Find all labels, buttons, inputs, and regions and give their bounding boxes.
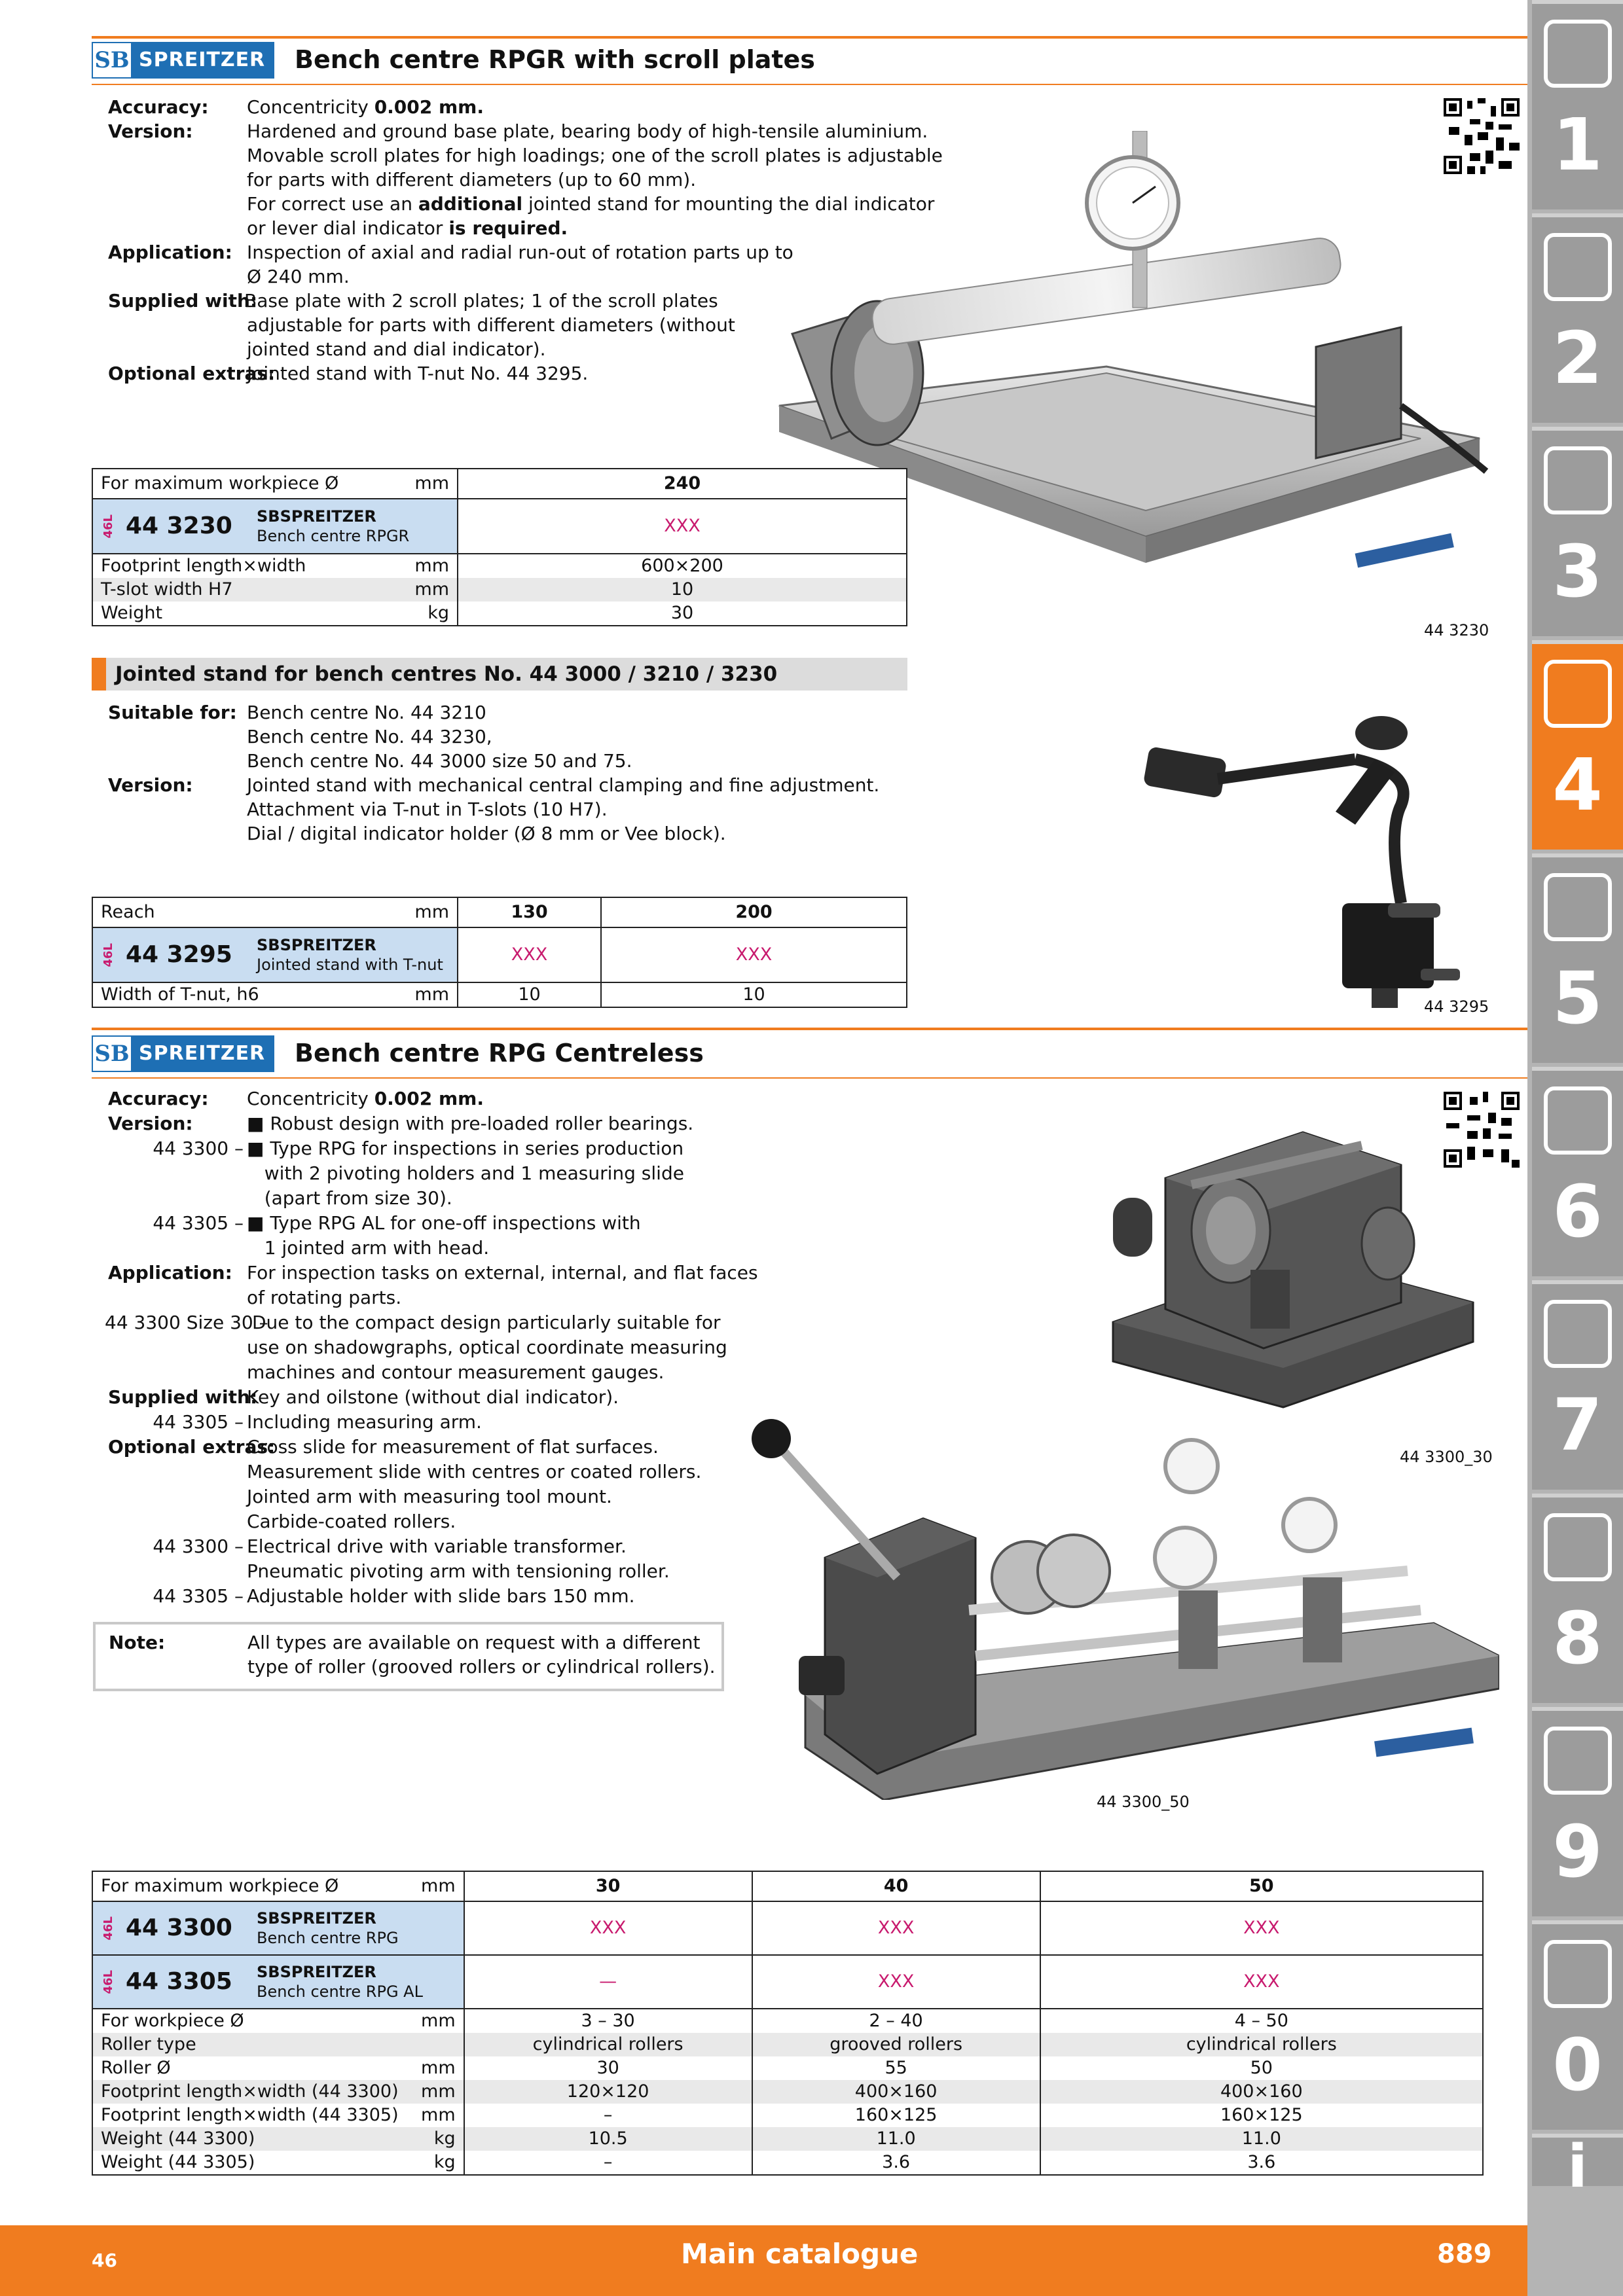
spec-label: Supplied with: bbox=[108, 1386, 258, 1408]
chapter-tab-9[interactable] bbox=[1532, 1707, 1623, 1916]
chapter-number: 9 bbox=[1552, 1810, 1603, 1893]
chapter-number: 2 bbox=[1552, 316, 1603, 400]
header-label: For maximum workpiece Ø bbox=[92, 469, 400, 499]
row-value: 160×125 bbox=[1040, 2104, 1483, 2127]
price-cell[interactable]: XXX bbox=[601, 927, 907, 982]
table-row bbox=[92, 982, 907, 1007]
row-label: Footprint length×width (44 3305) bbox=[92, 2104, 407, 2127]
spec-label: Accuracy: bbox=[108, 96, 209, 118]
spec-label: Version: bbox=[108, 1113, 193, 1134]
spec-value: Measurement slide with centres or coated rollers. bbox=[247, 1461, 702, 1482]
sb-monogram-icon: SB bbox=[93, 1037, 131, 1071]
spec-value: Dial / digital indicator holder (Ø 8 mm or Vee block). bbox=[247, 823, 726, 844]
table-44-3230 bbox=[92, 468, 907, 626]
row-value: 3.6 bbox=[752, 2151, 1040, 2175]
row-value: 4 – 50 bbox=[1040, 2009, 1483, 2033]
bold-text: additional bbox=[418, 193, 523, 215]
row-unit: mm bbox=[400, 578, 458, 601]
header-value: 30 bbox=[464, 1871, 752, 1901]
header-unit: mm bbox=[400, 469, 458, 499]
spec-value: For inspection tasks on external, internal, and flat faces bbox=[247, 1262, 758, 1283]
article-number: 44 3300 bbox=[126, 1914, 232, 1941]
spec-value: Jointed stand with mechanical central clamping and fine adjustment. bbox=[247, 774, 880, 796]
saw-blade-icon bbox=[1544, 873, 1612, 941]
spec-value: Key and oilstone (without dial indicator). bbox=[247, 1386, 619, 1408]
row-unit: kg bbox=[400, 601, 458, 626]
info-tab[interactable] bbox=[1532, 2132, 1623, 2201]
row-unit: mm bbox=[407, 2104, 464, 2127]
spec-value: Inspection of axial and radial run-out of rotation parts up to bbox=[247, 242, 793, 263]
row-value: grooved rollers bbox=[752, 2033, 1040, 2056]
table-row bbox=[92, 2009, 1483, 2033]
page-number-left: 46 bbox=[92, 2250, 117, 2271]
price-cell[interactable]: XXX bbox=[458, 927, 601, 982]
header-label: Reach bbox=[92, 897, 400, 927]
chapter-tab-6[interactable] bbox=[1532, 1067, 1623, 1276]
chapter-tab-7[interactable] bbox=[1532, 1280, 1623, 1490]
header-value: 240 bbox=[458, 469, 907, 499]
page-number-right: 889 bbox=[1437, 2239, 1492, 2269]
price-cell[interactable]: XXX bbox=[752, 1901, 1040, 1955]
row-unit: kg bbox=[407, 2151, 464, 2175]
spec-value: ■ Robust design with pre-loaded roller bearings. bbox=[247, 1113, 694, 1134]
caption-44-3300-30: 44 3300_30 bbox=[1400, 1448, 1493, 1466]
article-description: Jointed stand with T-nut bbox=[257, 956, 443, 974]
article-prefix: 44 3300 – bbox=[153, 1535, 244, 1557]
article-prefix: 44 3300 Size 30 – bbox=[105, 1312, 268, 1333]
table-header-row bbox=[92, 897, 907, 927]
chapter-number: 1 bbox=[1552, 103, 1603, 187]
spec-value: with 2 pivoting holders and 1 measuring slide bbox=[247, 1162, 684, 1184]
chapter-number: 8 bbox=[1552, 1596, 1603, 1680]
spec-label: Version: bbox=[108, 774, 193, 796]
cabinet-icon bbox=[1544, 1727, 1612, 1795]
row-value: 10 bbox=[601, 982, 907, 1007]
chapter-number: 6 bbox=[1552, 1170, 1603, 1253]
spec-value: Hardened and ground base plate, bearing body of high-tensile aluminium. bbox=[247, 120, 928, 142]
spec-value: Bench centre No. 44 3230, bbox=[247, 726, 492, 747]
caption-44-3295: 44 3295 bbox=[1424, 997, 1489, 1016]
spec-value: Jointed arm with measuring tool mount. bbox=[247, 1486, 612, 1507]
spec-value: Electrical drive with variable transformer. bbox=[247, 1535, 627, 1557]
row-value: cylindrical rollers bbox=[464, 2033, 752, 2056]
row-value: – bbox=[464, 2104, 752, 2127]
spec-value: (apart from size 30). bbox=[247, 1187, 452, 1209]
spec-value: Jointed stand with T-nut No. 44 3295. bbox=[247, 363, 589, 384]
article-number: 44 3230 bbox=[126, 512, 232, 539]
table-row bbox=[92, 2056, 1483, 2080]
chapter-tab-2[interactable] bbox=[1532, 213, 1623, 423]
top-rule bbox=[92, 36, 1527, 39]
row-unit: kg bbox=[407, 2127, 464, 2151]
spec-value: For correct use an additional jointed stand for mounting the dial indicator bbox=[247, 193, 935, 215]
header-value: 130 bbox=[458, 897, 601, 927]
spec-label: Suitable for: bbox=[108, 702, 237, 723]
section3-title: Bench centre RPG Centreless bbox=[295, 1039, 704, 1067]
table-header-row bbox=[92, 469, 907, 499]
spec-value: Bench centre No. 44 3210 bbox=[247, 702, 486, 723]
row-value: 10 bbox=[458, 578, 907, 601]
spec-value: Bench centre No. 44 3000 size 50 and 75. bbox=[247, 750, 632, 772]
spec-value: Including measuring arm. bbox=[247, 1411, 482, 1433]
insert-tool-icon bbox=[1544, 233, 1612, 301]
spec-label: Application: bbox=[108, 242, 232, 263]
article-cell bbox=[92, 1955, 464, 2009]
row-value: 120×120 bbox=[464, 2080, 752, 2104]
chapter-tab-1[interactable] bbox=[1532, 0, 1623, 209]
row-label: Weight (44 3305) bbox=[92, 2151, 407, 2175]
row-label: Width of T-nut, h6 bbox=[92, 982, 400, 1007]
row-label: Weight (44 3300) bbox=[92, 2127, 407, 2151]
table-article-row[interactable] bbox=[92, 1901, 1483, 1955]
spec-value: Adjustable holder with slide bars 150 mm. bbox=[247, 1585, 635, 1607]
row-label: Roller Ø bbox=[92, 2056, 407, 2080]
jointed-stand-photo bbox=[1139, 707, 1460, 1014]
spec-value: Cross slide for measurement of flat surfaces. bbox=[247, 1436, 659, 1458]
price-cell[interactable]: XXX bbox=[458, 499, 907, 554]
safety-glasses-icon bbox=[1544, 1940, 1612, 2008]
measuring-caliper-icon bbox=[1544, 660, 1612, 728]
bench-centre-rpg50-photo bbox=[727, 1407, 1499, 1800]
row-value: 55 bbox=[752, 2056, 1040, 2080]
section2-title: Jointed stand for bench centres No. 44 3000 / 3210 / 3230 bbox=[92, 658, 907, 691]
order-code: 46L bbox=[101, 514, 115, 539]
spec-value: Movable scroll plates for high loadings; one of the scroll plates is adjustable bbox=[247, 145, 943, 166]
row-value: cylindrical rollers bbox=[1040, 2033, 1483, 2056]
sb-monogram-icon: SB bbox=[93, 43, 131, 77]
chapter-number: 0 bbox=[1552, 2023, 1603, 2107]
spec-value: use on shadowgraphs, optical coordinate measuring bbox=[247, 1336, 727, 1358]
footer-title: Main catalogue bbox=[681, 2238, 919, 2270]
spec-value: 1 jointed arm with head. bbox=[247, 1237, 490, 1259]
row-value: 3 – 30 bbox=[464, 2009, 752, 2033]
price-cell[interactable]: XXX bbox=[752, 1955, 1040, 2009]
article-brand: SBSPREITZER bbox=[257, 1963, 376, 1981]
chapter-tab-8[interactable] bbox=[1532, 1494, 1623, 1703]
spec-label: Optional extras: bbox=[108, 1436, 276, 1458]
workbench-icon bbox=[1544, 1513, 1612, 1581]
logo-brand: SPREITZER bbox=[139, 48, 266, 71]
spreitzer-logo bbox=[92, 42, 274, 79]
header-value: 200 bbox=[601, 897, 907, 927]
row-label: For workpiece Ø bbox=[92, 2009, 407, 2033]
row-value: 600×200 bbox=[458, 554, 907, 578]
table-row bbox=[92, 2104, 1483, 2127]
spec-label: Optional extras: bbox=[108, 363, 276, 384]
table-row bbox=[92, 554, 907, 578]
row-unit: mm bbox=[407, 2056, 464, 2080]
toolholder-icon bbox=[1544, 446, 1612, 514]
drill-bit-icon bbox=[1544, 20, 1612, 88]
article-cell bbox=[92, 499, 458, 554]
section1-title: Bench centre RPGR with scroll plates bbox=[295, 45, 815, 74]
row-value: 30 bbox=[464, 2056, 752, 2080]
info-icon: i bbox=[1567, 2132, 1588, 2201]
chapter-tab-0[interactable] bbox=[1532, 1920, 1623, 2130]
spec-value: Pneumatic pivoting arm with tensioning roller. bbox=[247, 1560, 670, 1582]
spec-value: adjustable for parts with different diameters (without bbox=[247, 314, 735, 336]
row-value: 10 bbox=[458, 982, 601, 1007]
row-unit: mm bbox=[407, 2009, 464, 2033]
article-prefix: 44 3305 – bbox=[153, 1212, 244, 1234]
price-cell[interactable]: XXX bbox=[1040, 1955, 1483, 2009]
price-cell[interactable]: XXX bbox=[464, 1901, 752, 1955]
row-unit: mm bbox=[400, 982, 458, 1007]
spec-value: Concentricity 0.002 mm. bbox=[247, 1088, 484, 1109]
spec-value: Base plate with 2 scroll plates; 1 of the scroll plates bbox=[244, 290, 718, 312]
note-box bbox=[93, 1622, 724, 1691]
order-code: 46L bbox=[101, 942, 115, 967]
row-value: – bbox=[464, 2151, 752, 2175]
article-brand: SBSPREITZER bbox=[257, 1909, 376, 1928]
table-article-row[interactable] bbox=[92, 499, 907, 554]
row-unit bbox=[407, 2033, 464, 2056]
row-value: 400×160 bbox=[1040, 2080, 1483, 2104]
order-code: 46L bbox=[101, 1969, 115, 1994]
row-value: 10.5 bbox=[464, 2127, 752, 2151]
row-value: 50 bbox=[1040, 2056, 1483, 2080]
spec-label: Accuracy: bbox=[108, 1088, 209, 1109]
table-row bbox=[92, 2127, 1483, 2151]
chapter-number: 3 bbox=[1552, 529, 1603, 613]
spreitzer-logo bbox=[92, 1035, 274, 1072]
table-row bbox=[92, 578, 907, 601]
row-value: 160×125 bbox=[752, 2104, 1040, 2127]
spec-label: Application: bbox=[108, 1262, 232, 1283]
chapter-number: 7 bbox=[1552, 1383, 1603, 1467]
row-label: Footprint length×width (44 3300) bbox=[92, 2080, 407, 2104]
rule-under-title-3 bbox=[92, 1077, 1527, 1079]
row-value: 2 – 40 bbox=[752, 2009, 1040, 2033]
row-unit: mm bbox=[400, 554, 458, 578]
row-value: 3.6 bbox=[1040, 2151, 1483, 2175]
note-line: type of roller (grooved rollers or cylindrical rollers). bbox=[247, 1656, 716, 1677]
spec-value: Concentricity 0.002 mm. bbox=[247, 96, 484, 118]
spec-value: of rotating parts. bbox=[247, 1287, 402, 1308]
row-label: Footprint length×width bbox=[92, 554, 400, 578]
article-cell bbox=[92, 1901, 464, 1955]
bench-centre-rpg30-photo bbox=[1087, 1106, 1480, 1433]
article-brand: SBSPREITZER bbox=[257, 936, 376, 954]
spec-value: ■ Type RPG for inspections in series production bbox=[247, 1138, 684, 1159]
spec-value: Ø 240 mm. bbox=[247, 266, 350, 287]
row-value: 30 bbox=[458, 601, 907, 626]
price-cell[interactable]: — bbox=[464, 1955, 752, 2009]
article-number: 44 3295 bbox=[126, 941, 232, 968]
chapter-tab-5[interactable] bbox=[1532, 853, 1623, 1063]
logo-brand: SPREITZER bbox=[139, 1042, 266, 1065]
section2-spec-list bbox=[108, 700, 959, 857]
chapter-number: 4 bbox=[1552, 743, 1603, 827]
article-prefix: 44 3305 – bbox=[153, 1585, 244, 1607]
page-footer bbox=[0, 2225, 1527, 2296]
spec-value: Carbide-coated rollers. bbox=[247, 1511, 456, 1532]
row-label: Weight bbox=[92, 601, 400, 626]
spec-value: or lever dial indicator is required. bbox=[247, 217, 568, 239]
article-description: Bench centre RPG bbox=[257, 1929, 399, 1947]
spec-value: jointed stand and dial indicator). bbox=[247, 338, 546, 360]
header-unit: mm bbox=[407, 1871, 464, 1901]
article-prefix: 44 3300 – bbox=[153, 1138, 244, 1159]
header-unit: mm bbox=[400, 897, 458, 927]
row-value: 11.0 bbox=[752, 2127, 1040, 2151]
table-header-row bbox=[92, 1871, 1483, 1901]
row-value: 400×160 bbox=[752, 2080, 1040, 2104]
bold-text: is required. bbox=[448, 217, 568, 239]
article-cell bbox=[92, 927, 458, 982]
price-cell[interactable]: XXX bbox=[1040, 1901, 1483, 1955]
pliers-icon bbox=[1544, 1300, 1612, 1368]
article-description: Bench centre RPGR bbox=[257, 527, 410, 545]
spec-value: ■ Type RPG AL for one-off inspections with bbox=[247, 1212, 641, 1234]
section3-spec-list bbox=[105, 1086, 763, 1623]
article-prefix: 44 3305 – bbox=[153, 1411, 244, 1433]
table-row bbox=[92, 2080, 1483, 2104]
row-label: T-slot width H7 bbox=[92, 578, 400, 601]
table-article-row[interactable] bbox=[92, 927, 907, 982]
caption-44-3300-50: 44 3300_50 bbox=[1097, 1793, 1190, 1811]
table-row bbox=[92, 601, 907, 626]
header-value: 50 bbox=[1040, 1871, 1483, 1901]
order-code: 46L bbox=[101, 1916, 115, 1941]
spec-label: Version: bbox=[108, 120, 193, 142]
caption-44-3230: 44 3230 bbox=[1424, 621, 1489, 639]
bold-text: 0.002 mm. bbox=[374, 96, 484, 118]
rule-under-title-1 bbox=[92, 84, 1527, 85]
bold-text: 0.002 mm. bbox=[374, 1088, 484, 1109]
spec-value: for parts with different diameters (up to 60 mm). bbox=[247, 169, 697, 190]
spec-label: Supplied with: bbox=[108, 290, 258, 312]
article-number: 44 3305 bbox=[126, 1968, 232, 1995]
spec-value: machines and contour measurement gauges. bbox=[247, 1361, 665, 1383]
wrench-icon bbox=[1544, 1086, 1612, 1155]
table-44-3300 bbox=[92, 1871, 1484, 2176]
article-description: Bench centre RPG AL bbox=[257, 1982, 423, 2001]
row-unit: mm bbox=[407, 2080, 464, 2104]
table-article-row[interactable] bbox=[92, 1955, 1483, 2009]
chapter-tab-4[interactable] bbox=[1532, 640, 1623, 850]
chapter-number: 5 bbox=[1552, 956, 1603, 1040]
table-row bbox=[92, 2033, 1483, 2056]
note-label: Note: bbox=[109, 1632, 166, 1653]
spec-value: Due to the compact design particularly suitable for bbox=[252, 1312, 721, 1333]
row-label: Roller type bbox=[92, 2033, 407, 2056]
header-label: For maximum workpiece Ø bbox=[92, 1871, 407, 1901]
chapter-tab-3[interactable] bbox=[1532, 427, 1623, 636]
header-value: 40 bbox=[752, 1871, 1040, 1901]
row-value: 11.0 bbox=[1040, 2127, 1483, 2151]
article-brand: SBSPREITZER bbox=[257, 507, 376, 526]
table-44-3295 bbox=[92, 897, 907, 1008]
note-line: All types are available on request with a different bbox=[247, 1632, 701, 1653]
table-row bbox=[92, 2151, 1483, 2175]
spec-value: Attachment via T-nut in T-slots (10 H7). bbox=[247, 798, 608, 820]
section3-rule bbox=[92, 1028, 1527, 1030]
